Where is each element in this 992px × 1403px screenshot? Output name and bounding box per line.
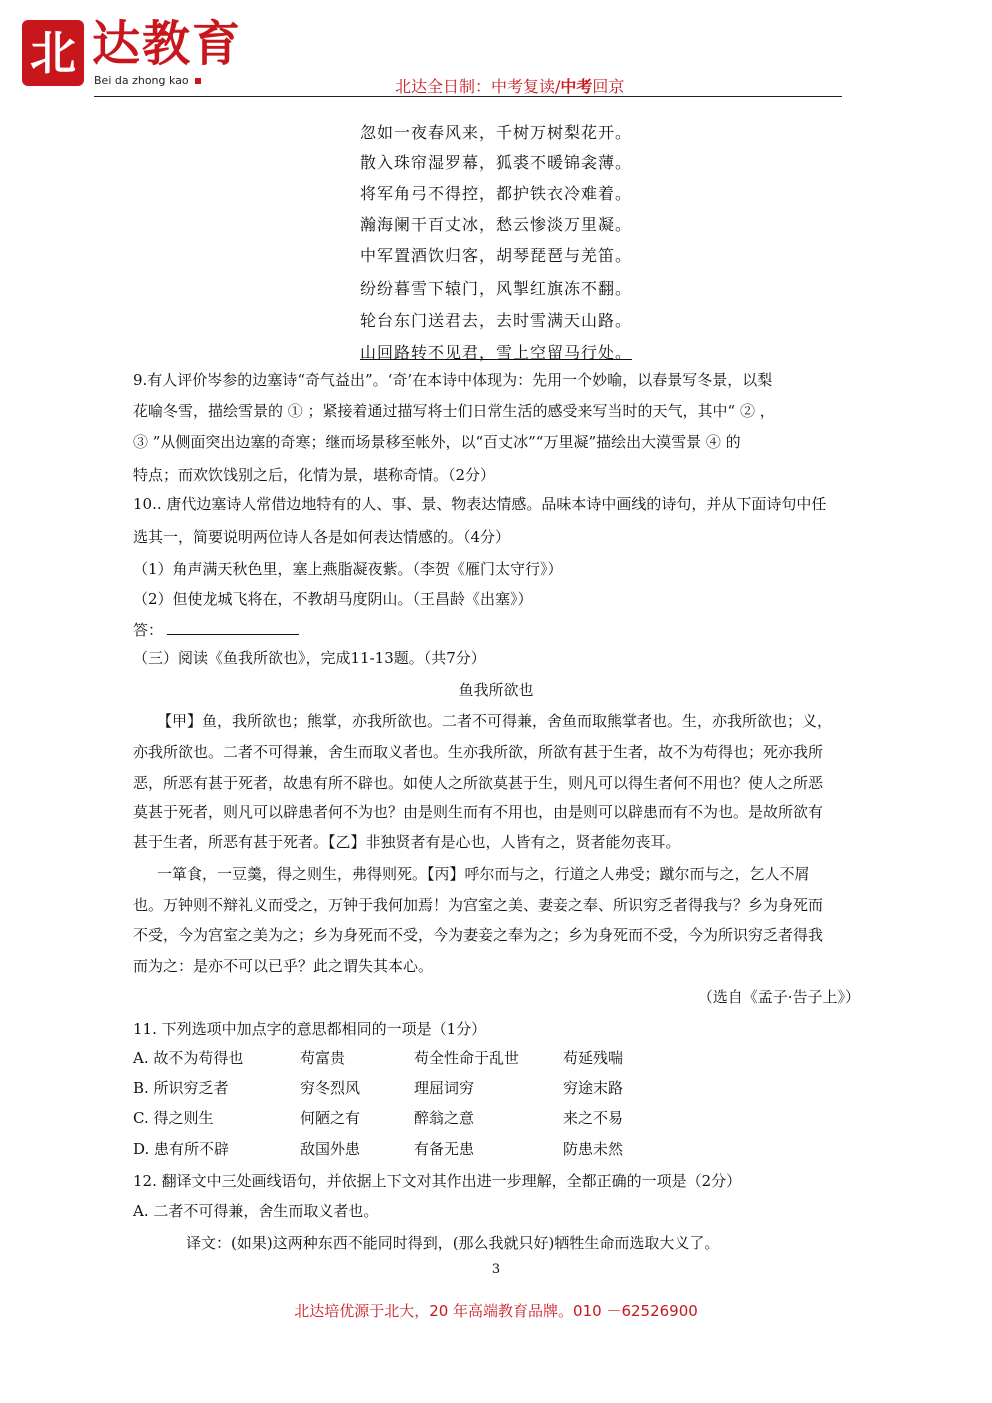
answer-label: 答：: [133, 620, 299, 640]
q12-translation: 译文：(如果)这两种东西不能同时得到，(那么我就只好)牺牲生命而选取大义了。: [186, 1234, 720, 1252]
q9-line: 9.有人评价岑参的边塞诗“奇气益出”。‘奇’在本诗中体现为：先用一个妙喻，以春景写冬景，以梨: [133, 371, 773, 389]
passage-line: 【甲】鱼，我所欲也；熊掌，亦我所欲也。二者不可得兼，舍鱼而取熊掌者也。生，亦我所欲也；义，: [157, 712, 833, 730]
q11-stem: 11. 下列选项中加点字的意思都相同的一项是（1分）: [133, 1020, 487, 1038]
poem-line-underlined: 山回路转不见君，雪上空留马行处。: [359, 343, 632, 362]
passage-source: （选自《孟子·告子上》）: [697, 988, 860, 1006]
q9-line: 特点；而欢饮饯别之后，化情为景，堪称奇情。（2分）: [133, 466, 496, 484]
passage-line: 而为之：是亦不可以已乎？此之谓失其本心。: [133, 957, 434, 975]
logo-name: 达教育: [92, 16, 243, 72]
passage-line: 恶，所恶有甚于死者，故患有所不辟也。如使人之所欲莫甚于生，则凡可以得生者何不用也？使人之所恶: [133, 774, 824, 792]
q10-line: 10.. 唐代边塞诗人常借边地特有的人、事、景、物表达情感。品味本诗中画线的诗句，并从下面诗句中任: [133, 495, 827, 513]
footer-slogan: 北达培优源于北大，20 年高端教育品牌。010 －62526900: [294, 1302, 698, 1320]
q9-line: ③ ”从侧面突出边塞的奇寒；继而场景移至帐外，以“百丈冰”“万里凝”描绘出大漠雪景 ④ 的: [133, 433, 741, 451]
poem-line: 瀚海阑干百丈冰，愁云惨淡万里凝。: [359, 215, 632, 234]
q10-line: （2）但使龙城飞将在，不教胡马度阴山。（王昌龄《出塞》）: [133, 590, 533, 608]
logo-subtitle: Bei da zhong kao: [94, 74, 201, 87]
q9-line: 花喻冬雪，描绘雪景的 ① ；紧接着通过描写将士们日常生活的感受来写当时的天气，其中“ ② ，: [133, 402, 775, 420]
passage-line: 莫甚于死者，则凡可以辟患者何不为也？由是则生而有不用也，由是则可以辟患而有不为也。是故所欲有: [133, 803, 824, 821]
passage-line: 亦我所欲也。二者不可得兼，舍生而取义者也。生亦我所欲，所欲有甚于生者，故不为苟得也；死亦我所: [133, 743, 824, 761]
passage-title: 鱼我所欲也: [458, 681, 534, 699]
header-slogan: 北达全日制：中考复读/中考回京: [395, 77, 625, 96]
page-number: 3: [491, 1262, 501, 1277]
q12-option-a: A. 二者不可得兼，舍生而取义者也。: [133, 1202, 379, 1220]
poem-line: 轮台东门送君去，去时雪满天山路。: [359, 311, 632, 330]
q10-line: （1）角声满天秋色里，塞上燕脂凝夜紫。（李贺《雁门太守行》）: [133, 560, 563, 578]
q10-line: 选其一，简要说明两位诗人各是如何表达情感的。（4分）: [133, 528, 511, 546]
header-divider: [94, 96, 842, 97]
section-heading: （三）阅读《鱼我所欲也》，完成11-13题。（共7分）: [133, 649, 486, 667]
poem-line: 散入珠帘湿罗幕，狐裘不暖锦衾薄。: [359, 153, 632, 172]
q12-stem: 12. 翻译文中三处画线语句，并依据上下文对其作出进一步理解，全都正确的一项是（2分）: [133, 1172, 742, 1190]
poem-line: 纷纷暮雪下辕门，风掣红旗冻不翻。: [359, 279, 632, 298]
passage-line: 也。万钟则不辩礼义而受之，万钟于我何加焉！为宫室之美、妻妾之奉、所识穷乏者得我与？乡为身死而: [133, 896, 824, 914]
logo-mark: 北: [22, 20, 84, 86]
passage-line: 不受，今为宫室之美为之；乡为身死而不受，今为妻妾之奉为之；乡为身死而不受，今为所识穷乏者得我: [133, 926, 824, 944]
poem-line: 将军角弓不得控，都护铁衣冷难着。: [359, 184, 632, 203]
poem-line: 中军置酒饮归客，胡琴琵琶与羌笛。: [359, 246, 632, 265]
poem-line: 忽如一夜春风来，千树万树梨花开。: [359, 123, 632, 142]
passage-line: 一箪食，一豆羹，得之则生，弗得则死。【丙】呼尔而与之，行道之人弗受；蹴尔而与之，乞人不屑: [157, 865, 810, 883]
passage-line: 甚于生者，所恶有甚于死者。【乙】非独贤者有是心也，人皆有之，贤者能勿丧耳。: [133, 833, 681, 851]
